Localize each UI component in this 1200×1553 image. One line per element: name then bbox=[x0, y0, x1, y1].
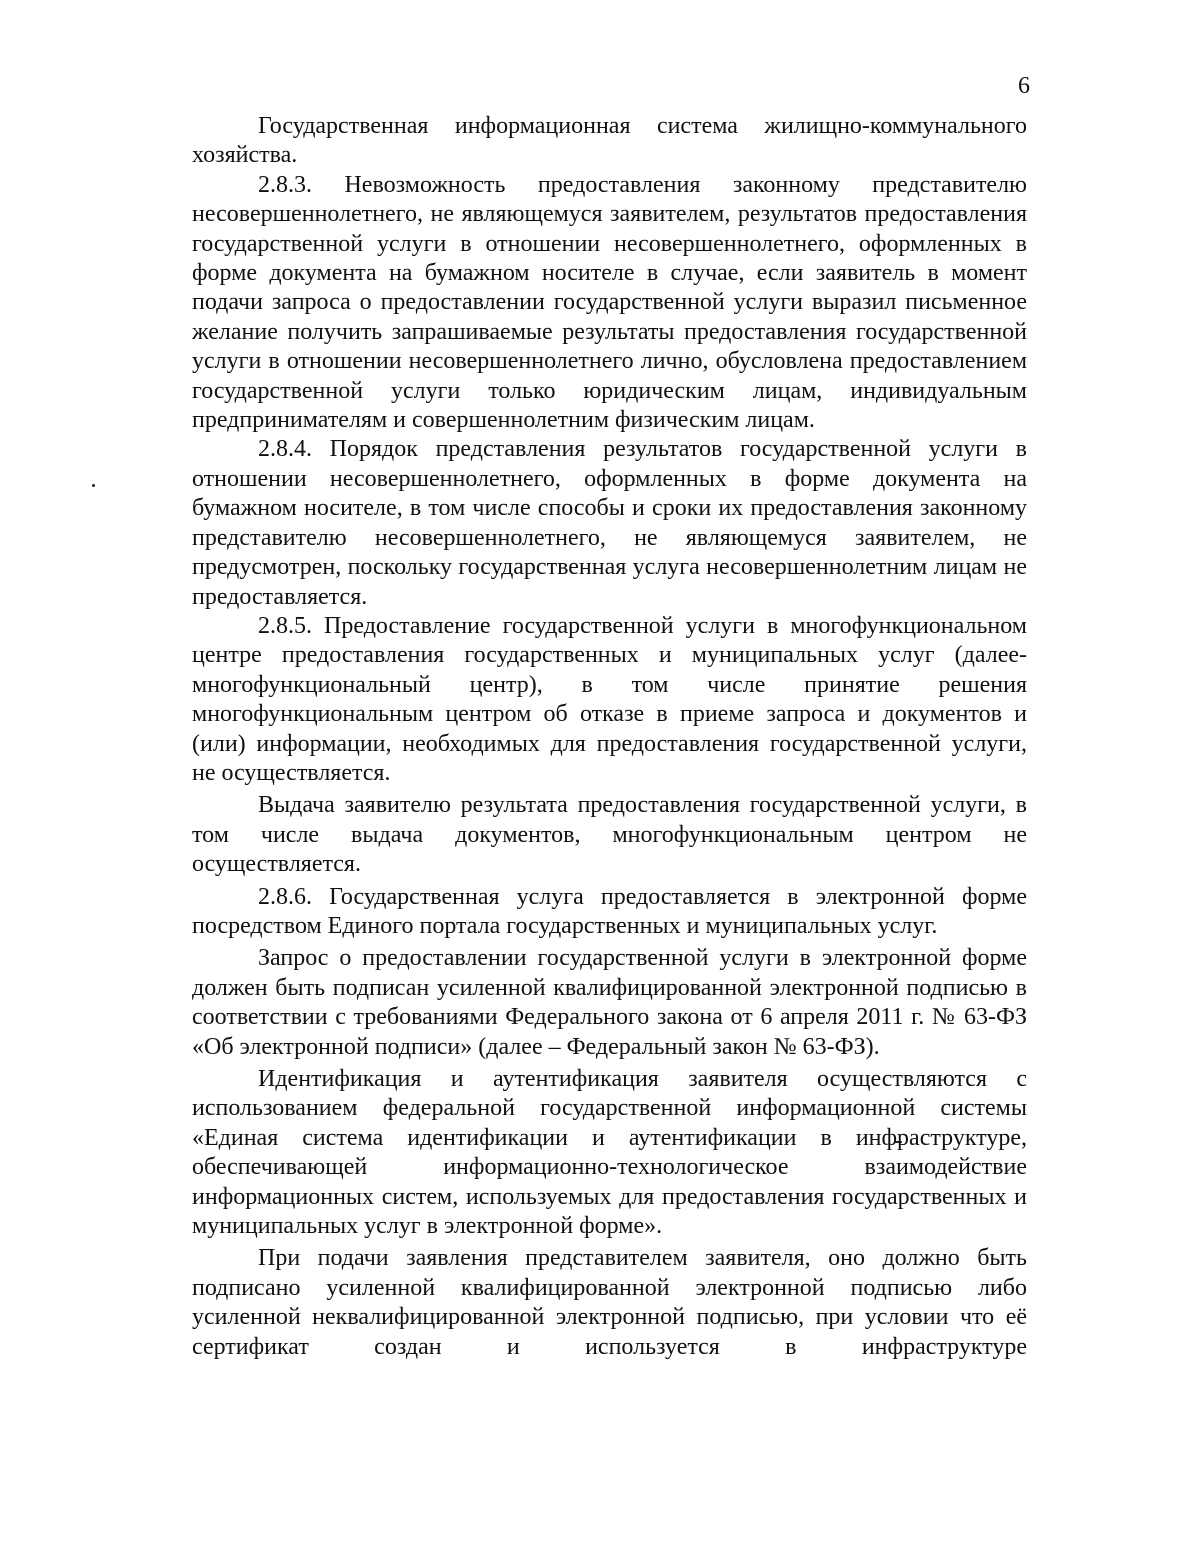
paragraph-gis-zhkh: Государственная информационная система жилищно-коммунального хозяйства. bbox=[192, 113, 1027, 169]
paragraph-electronic-signature: Запрос о предоставлении государственной услуги в электронной форме должен быть подписан усиленной квалифицированной электронной подписью в соответствии с требованиями Федерального закона от 6 апреля 2011 г. № 63-ФЗ «Об электронной подписи» (далее – Федеральный закон № 63-ФЗ). bbox=[192, 945, 1027, 1060]
scan-speck bbox=[92, 484, 95, 487]
paragraph-identification: Идентификация и аутентификация заявителя осуществляются с использованием федеральной государственной информационной системы «Единая система идентификации и аутентификации в инфраструктуре, обеспечивающей информационно-технологическое взаимодействие информационных систем, используемых для предоставления государственных и муниципальных услуг в электронной форме». bbox=[192, 1066, 1027, 1240]
page-number: 6 bbox=[1018, 73, 1030, 99]
document-body bbox=[192, 112, 1027, 1362]
paragraph-2-8-3: 2.8.3. Невозможность предоставления законному представителю несовершеннолетнего, не являющемуся заявителем, результатов предоставления государственной услуги в отношении несовершеннолетнего, оформленных в форме документа на бумажном носителе в случае, если заявитель в момент подачи запроса о предоставлении государственной услуги выразил письменное желание получить запрашиваемые результаты предоставления государственной услуги в отношении несовершеннолетнего лично, обусловлена предоставлением государственной услуги только юридическим лицам, индивидуальным предпринимателям и совершеннолетним физическим лицам. bbox=[192, 171, 1027, 434]
paragraph-representative: При подачи заявления представителем заявителя, оно должно быть подписано усиленной квалифицированной электронной подписью либо усиленной неквалифицированной электронной подписью, при условии что её сертификат создан и используется в инфраструктуре bbox=[192, 1245, 1027, 1360]
paragraph-issuance: Выдача заявителю результата предоставления государственной услуги, в том числе выдача документов, многофункциональным центром не осуществляется. bbox=[192, 792, 1027, 878]
paragraph-2-8-6: 2.8.6. Государственная услуга предоставляется в электронной форме посредством Единого портала государственных и муниципальных услуг. bbox=[192, 883, 1027, 939]
paragraph-2-8-5: 2.8.5. Предоставление государственной услуги в многофункциональном центре предоставления государственных и муниципальных услуг (далее- многофункциональный центр), в том числе принятие решения многофункциональным центром об отказе в приеме запроса и документов и (или) информации, необходимых для предоставления государственной услуги, не осуществляется. bbox=[192, 612, 1027, 786]
paragraph-2-8-4: 2.8.4. Порядок представления результатов государственной услуги в отношении несовершеннолетнего, оформленных в форме документа на бумажном носителе, в том числе способы и сроки их предоставления законному представителю несовершеннолетнего, не являющемуся заявителем, не предусмотрен, поскольку государственная услуга несовершеннолетним лицам не предоставляется. bbox=[192, 436, 1027, 610]
